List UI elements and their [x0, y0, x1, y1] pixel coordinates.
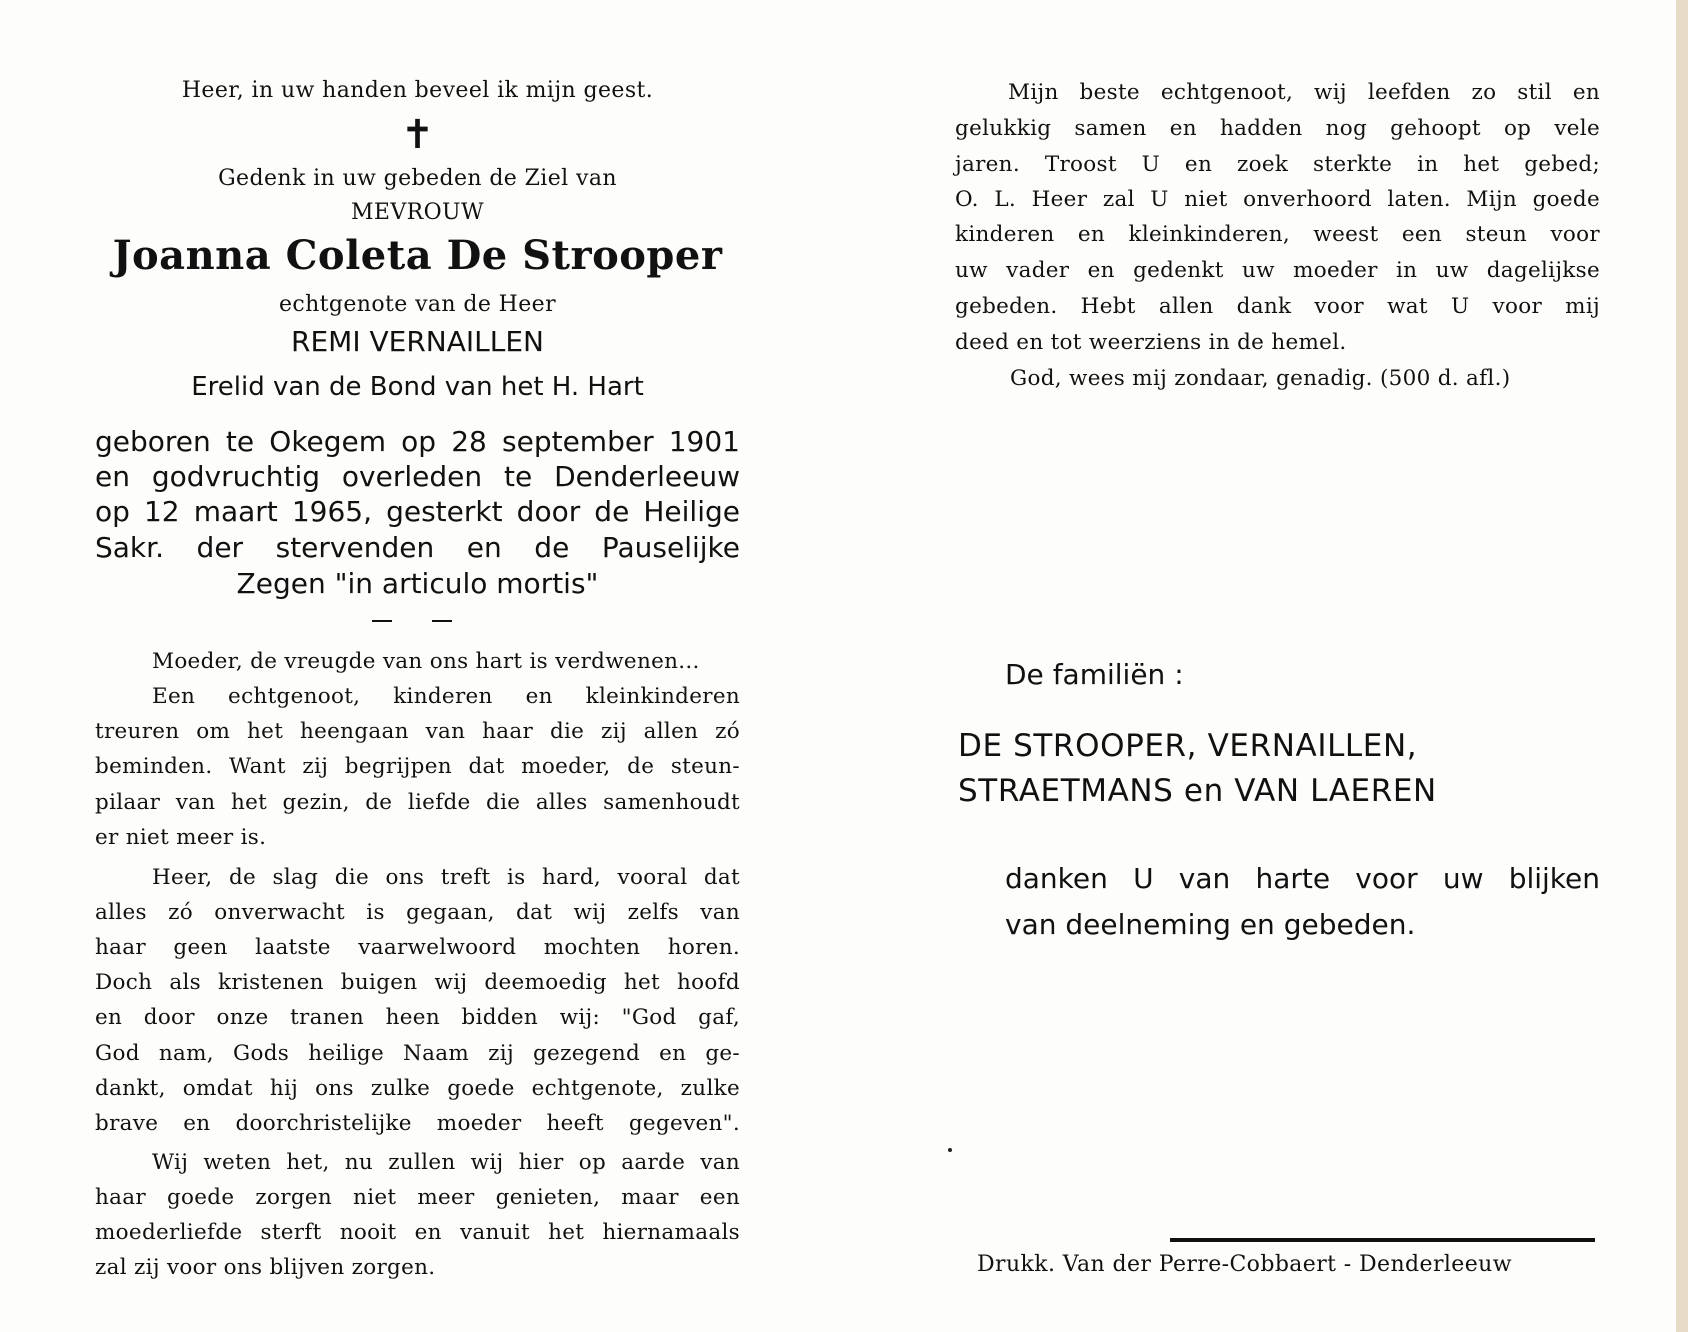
paragraph-line: O. L. Heer zal U niet onverhoord laten. Mijn goede [955, 187, 1600, 212]
birth-death-line: geboren te Okegem op 28 september 1901 [95, 425, 740, 458]
paragraph-line: alles zó onverwacht is gegaan, dat wij zelfs van [95, 900, 740, 925]
paragraph-line: God nam, Gods heilige Naam zij gezegend en ge- [95, 1041, 740, 1066]
family-names-line: DE STROOPER, VERNAILLEN, [958, 728, 1418, 764]
paragraph-line: treuren om het heengaan van haar die zij allen zó [95, 719, 740, 744]
thanks-line: danken U van harte voor uw blijken [1005, 862, 1600, 895]
paragraph-line: gebeden. Hebt allen dank voor wat U voor mij [955, 294, 1600, 319]
paragraph-line: uw vader en gedenkt uw moeder in uw dagelijkse [955, 258, 1600, 283]
printer-credit: Drukk. Van der Perre-Cobbaert - Denderleeuw [977, 1252, 1512, 1277]
paragraph-line: deed en tot weerziens in de hemel. [955, 330, 1347, 355]
birth-death-line: op 12 maart 1965, gesterkt door de Heilige [95, 495, 740, 528]
paragraph-line: en door onze tranen heen bidden wij: "God gaf, [95, 1005, 740, 1030]
paragraph-line: brave en doorchristelijke moeder heeft gegeven". [95, 1111, 740, 1136]
remember-line: Gedenk in uw gebeden de Ziel van [218, 166, 617, 191]
paragraph-line: kinderen en kleinkinderen, weest een steun voor [955, 222, 1600, 247]
paragraph-line: beminden. Want zij begrijpen dat moeder, de steun- [95, 754, 740, 779]
deceased-name: Joanna Coleta De Strooper [112, 232, 723, 279]
spouse-intro: echtgenote van de Heer [278, 292, 557, 317]
paragraph-line: Doch als kristenen buigen wij deemoedig het hoofd [95, 970, 740, 995]
birth-death-line: en godvruchtig overleden te Denderleeuw [95, 460, 740, 493]
spouse-name: REMI VERNAILLEN [291, 325, 544, 358]
paragraph-line: Heer, de slag die ons treft is hard, vooral dat [152, 865, 740, 890]
family-names-line: STRAETMANS en VAN LAEREN [958, 773, 1437, 809]
birth-death-line: Zegen "in articulo mortis" [236, 567, 599, 600]
title-mevrouw: MEVROUW [350, 200, 485, 225]
opening-verse: Heer, in uw handen beveel ik mijn geest. [181, 78, 654, 103]
paragraph-line: er niet meer is. [95, 825, 267, 850]
card-edge-right [1676, 0, 1688, 1332]
prayer-line: God, wees mij zondaar, genadig. (500 d. afl.) [1010, 366, 1511, 391]
paragraph-line: Wij weten het, nu zullen wij hier op aarde van [152, 1150, 740, 1175]
families-intro: De familiën : [1005, 658, 1184, 691]
paragraph-line: moederliefde sterft nooit en vanuit het hiernamaals [95, 1220, 740, 1245]
paragraph-line: Mijn beste echtgenoot, wij leefden zo stil en [1008, 80, 1600, 105]
paragraph-line: jaren. Troost U en zoek sterkte in het gebed; [955, 152, 1600, 177]
separator-dash [372, 620, 392, 622]
honorary-title: Erelid van de Bond van het H. Hart [191, 372, 644, 402]
paragraph-line: zal zij voor ons blijven zorgen. [95, 1255, 436, 1280]
paragraph-line: haar goede zorgen niet meer genieten, maar een [95, 1185, 740, 1210]
paragraph-line: Een echtgenoot, kinderen en kleinkinderen [152, 684, 740, 709]
separator-dash [432, 620, 452, 622]
paragraph-line: haar geen laatste vaarwelwoord mochten horen. [95, 935, 740, 960]
paragraph-line: gelukkig samen en hadden nog gehoopt op vele [955, 116, 1600, 141]
speck [948, 1148, 952, 1152]
cross-icon: ✝ [400, 112, 435, 158]
paragraph-line: Moeder, de vreugde van ons hart is verdwenen... [152, 649, 700, 674]
paragraph-line: dankt, omdat hij ons zulke goede echtgenote, zulke [95, 1076, 740, 1101]
thanks-line: van deelneming en gebeden. [1005, 908, 1416, 941]
paragraph-line: pilaar van het gezin, de liefde die alles samenhoudt [95, 790, 740, 815]
birth-death-line: Sakr. der stervenden en de Pauselijke [95, 531, 740, 564]
footer-rule [1170, 1238, 1595, 1242]
